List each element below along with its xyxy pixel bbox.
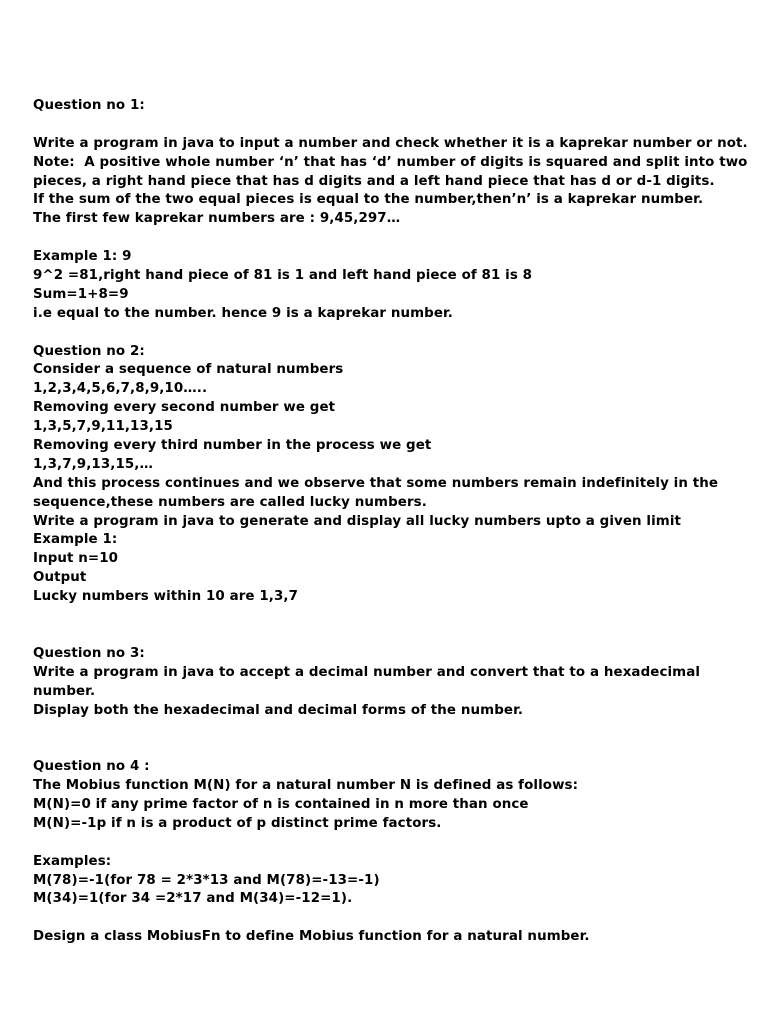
question-3-line: Write a program in java to accept a decimal number and convert that to a hexadecimal: [33, 664, 701, 680]
question-1-example-heading: Example 1: 9: [33, 249, 132, 265]
spacer: [33, 324, 753, 343]
question-2-line: 1,2,3,4,5,6,7,8,9,10…..: [33, 381, 208, 397]
question-4-line: M(N)=0 if any prime factor of n is contained in n more than once: [33, 796, 529, 812]
question-3-heading: Question no 3:: [33, 645, 145, 661]
question-4-line: The Mobius function M(N) for a natural number N is defined as follows:: [33, 778, 579, 794]
question-2-line: Removing every second number we get: [33, 400, 336, 416]
question-2-line: Example 1:: [33, 532, 118, 548]
question-4-closing: Design a class MobiusFn to define Mobius function for a natural number.: [33, 929, 590, 945]
question-2-line: Removing every third number in the process we get: [33, 438, 432, 454]
question-1-line: Note: A positive whole number ‘n’ that has ‘d’ number of digits is squared and split into two: [33, 154, 748, 170]
spacer: [33, 607, 753, 645]
spacer: [33, 229, 753, 248]
question-2-line: Input n=10: [33, 551, 119, 567]
question-1-line: The first few kaprekar numbers are : 9,45,297…: [33, 211, 401, 227]
spacer: [33, 909, 753, 928]
question-1-heading: Question no 1:: [33, 98, 145, 113]
spacer: [33, 834, 753, 853]
question-3-line: Display both the hexadecimal and decimal forms of the number.: [33, 702, 524, 718]
question-1-example-line: Sum=1+8=9: [33, 286, 129, 302]
question-3-line: number.: [33, 683, 96, 699]
question-4-heading: Question no 4 :: [33, 759, 150, 775]
question-2-line: Write a program in java to generate and display all lucky numbers upto a given limit: [33, 513, 682, 529]
question-1-line: Write a program in java to input a number and check whether it is a kaprekar number or not.: [33, 135, 748, 151]
question-1-line: If the sum of the two equal pieces is equal to the number,then’n’ is a kaprekar number.: [33, 192, 704, 208]
document-page: [33, 97, 753, 947]
question-2-line: 1,3,7,9,13,15,…: [33, 456, 153, 472]
question-2-line: And this process continues and we observe that some numbers remain indefinitely in the: [33, 475, 719, 491]
spacer: [33, 720, 753, 758]
question-4-examples-heading: Examples:: [33, 853, 112, 869]
question-1-line: pieces, a right hand piece that has d digits and a left hand piece that has d or d-1 digits.: [33, 173, 715, 189]
question-2-line: 1,3,5,7,9,11,13,15: [33, 419, 173, 435]
question-4-example-line: M(78)=-1(for 78 = 2*3*13 and M(78)=-13=-1): [33, 872, 380, 888]
question-2-line: Lucky numbers within 10 are 1,3,7: [33, 589, 299, 605]
question-1-example-line: 9^2 =81,right hand piece of 81 is 1 and left hand piece of 81 is 8: [33, 268, 533, 284]
question-2-heading: Question no 2:: [33, 343, 145, 359]
spacer: [33, 116, 753, 135]
question-2-line: Consider a sequence of natural numbers: [33, 362, 344, 378]
question-2-line: sequence,these numbers are called lucky numbers.: [33, 494, 427, 510]
question-2-line: Output: [33, 570, 87, 586]
question-4-line: M(N)=-1p if n is a product of p distinct prime factors.: [33, 815, 442, 831]
question-4-example-line: M(34)=1(for 34 =2*17 and M(34)=-12=1).: [33, 891, 353, 907]
question-1-example-line: i.e equal to the number. hence 9 is a kaprekar number.: [33, 305, 453, 321]
